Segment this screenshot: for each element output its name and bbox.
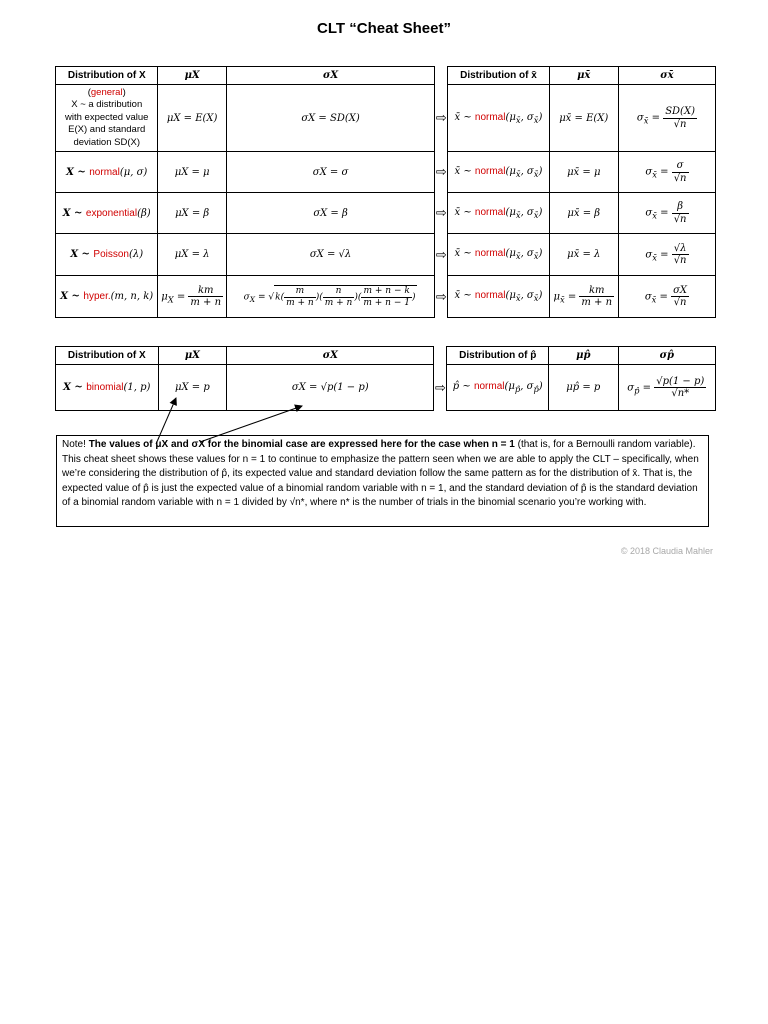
exponential-distribution-cell: X ~ exponential(β) [56, 193, 158, 234]
exponential-xbar-dist: x̄ ~ $normal(\mu_{x̄}$, $\sigma_{x̄}$) [448, 193, 549, 234]
header-mu-phat: μp̂ [549, 347, 619, 365]
header-sigma-phat: σp̂ [618, 347, 715, 365]
binomial-sigma: σX = √p(1 − p) [227, 365, 434, 411]
arrow-icon: ⇨ [435, 152, 448, 193]
note-box: Note! The values of μX and σX for the binomial case are expressed here for the case when n = 1 (that is, for a Bernoulli random variable). This cheat sheet shows these values for n = 1 to continue to emphasize the pattern seen when we are able to apply the CLT – specifically, when we’re considering the distribution of p̂, its expected value and standard deviation follow the same pattern as for the distribution of x̄. That is, the expected value of p̂ is just the expected value of a binomial random variable with n = 1, and the standard deviation of p̂ is the standard deviation of a binomial random variable with n = 1 divided by √n*, where n* is the number of trials in the binomial scenario you’re working with. [56, 435, 709, 527]
header-mu-x: μX [158, 347, 227, 365]
binomial-distribution-cell: X ~ binomial(1, p) [56, 365, 159, 411]
copyright: © 2018 Claudia Mahler [620, 546, 713, 556]
header-mu-x: μX [158, 67, 226, 85]
binomial-phat-dist: p̂ ~ $normal(\mu_{p̂}$, $\sigma_{p̂}$) [447, 365, 549, 411]
poisson-mu: μX = λ [158, 234, 226, 276]
poisson-sigma-xbar: $\sigma_{x̄}$ = $\frac{√\lambda}{√n}$ [618, 234, 715, 276]
poisson-distribution-cell: X ~ Poisson(λ) [56, 234, 158, 276]
arrow-icon: ⇨ [435, 234, 448, 276]
general-distribution-cell: (general) X ~ a distribution with expected value E(X) and standard deviation SD(X) [56, 85, 158, 152]
poisson-sigma: σX = √λ [226, 234, 435, 276]
header-mu-xbar: μx̄ [549, 67, 618, 85]
exponential-mu-xbar: μx̄ = β [549, 193, 618, 234]
general-name: general [90, 86, 123, 98]
header-sigma-x: σX [227, 347, 434, 365]
poisson-mu-xbar: μx̄ = λ [549, 234, 618, 276]
general-xbar-dist: x̄ ~ $normal(\mu_{x̄}$, $\sigma_{x̄}$) [448, 85, 549, 152]
binomial-sigma-phat: $\sigma_{p̂}$ = $\frac{√p(1 - p)}{√n*}$ [618, 365, 715, 411]
hyper-mu: $\mu_X$ = $\frac{km}{m + n}$ [158, 276, 226, 318]
note-text: (that is, for a Bernoulli random variable). This cheat sheet shows these values for n = 1 to continue to emphasize the pattern seen when we are able to apply the CLT – specifically, when we’re considering the distribution of p̂, its expected value and standard deviation follow the same pattern as for the distribution of x̄. That is, the expected value of p̂ is just the expected value of a binomial random variable with n = 1, and the standard deviation of p̂ is the standard deviation of a binomial random variable with n = 1 divided by √n*, where n* is the number of trials in the binomial scenario you’re working with. [62, 439, 699, 508]
binomial-mu: μX = p [158, 365, 227, 411]
arrow-icon: ⇨ [435, 85, 448, 152]
normal-xbar-dist: x̄ ~ $normal(\mu_{x̄}$, $\sigma_{x̄}$) [448, 152, 549, 193]
hyper-mu-xbar: $\mu_{x̄}$ = $\frac{km}{m + n}$ [549, 276, 618, 318]
header-sigma-x: σX [226, 67, 435, 85]
header-distribution-x: Distribution of X [56, 347, 159, 365]
arrow-icon: ⇨ [434, 365, 447, 411]
general-mu-xbar: μx̄ = E(X) [549, 85, 618, 152]
normal-mu-xbar: μx̄ = μ [549, 152, 618, 193]
page-title: CLT “Cheat Sheet” [317, 20, 451, 37]
hyper-distribution-cell: X ~ hyper.(m, n, k) [56, 276, 158, 318]
poisson-xbar-dist: x̄ ~ $normal(\mu_{x̄}$, $\sigma_{x̄}$) [448, 234, 549, 276]
general-sigma: σX = SD(X) [226, 85, 435, 152]
normal-distribution-cell: X ~ normal(μ, σ) [56, 152, 158, 193]
binomial-mu-phat: μp̂ = p [549, 365, 619, 411]
general-mu: μX = E(X) [158, 85, 226, 152]
normal-sigma-xbar: $\sigma_{x̄}$ = $\frac{\sigma}{√n}$ [618, 152, 715, 193]
hyper-xbar-dist: x̄ ~ $normal(\mu_{x̄}$, $\sigma_{x̄}$) [448, 276, 549, 318]
exponential-mu: μX = β [158, 193, 226, 234]
hyper-sigma-xbar: $\sigma_{x̄}$ = $\frac{\sigma X}{√n}$ [618, 276, 715, 318]
normal-sigma: σX = σ [226, 152, 435, 193]
header-distribution-xbar: Distribution of x̄ [448, 67, 549, 85]
note-bold: The values of μX and σX for the binomial case are expressed here for the case when n = 1 [88, 439, 515, 450]
exponential-sigma: σX = β [226, 193, 435, 234]
arrow-icon: ⇨ [435, 276, 448, 318]
header-distribution-phat: Distribution of p̂ [447, 347, 549, 365]
hyper-sigma: $\sigma_X = √k$( $\frac{m}{m + n}$ )( $\frac{n}{m + n}$ )( $\frac{m + n - k}{m + n - 1}$ ) [226, 276, 435, 318]
arrow-icon: ⇨ [435, 193, 448, 234]
normal-mu: μX = μ [158, 152, 226, 193]
exponential-sigma-xbar: $\sigma_{x̄}$ = $\frac{\beta}{√n}$ [618, 193, 715, 234]
header-sigma-xbar: σx̄ [618, 67, 715, 85]
header-distribution-x: Distribution of X [56, 67, 158, 85]
general-sigma-xbar: $\sigma_{x̄}$ = $\frac{SD(X)}{√n}$ [618, 85, 715, 152]
